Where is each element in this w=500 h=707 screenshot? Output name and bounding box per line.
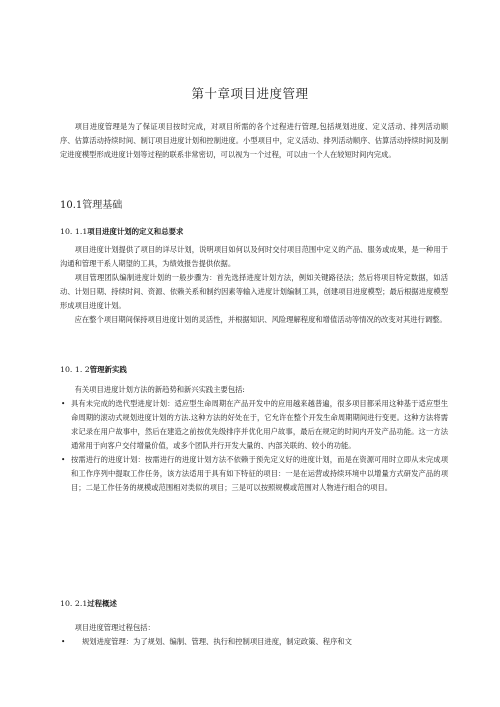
chapter-title: 第十章项目进度管理 (191, 86, 309, 101)
subsection-2-block (60, 364, 448, 495)
subsection-2-heading (60, 364, 448, 375)
subsection-1-number: 10. 1.1 (60, 227, 88, 236)
subsection-1-heading (60, 226, 448, 237)
section-2-block (60, 598, 448, 649)
subsection-1-block (60, 226, 448, 327)
list-item (60, 635, 448, 649)
paragraph: 项目进度计划提供了项目的详尽计划，说明项目如何以及何时交付项目范围中定义的产品、服务或成果，是一种用于沟通和管理干系人期望的工具，为绩效报告提供依据。 (60, 245, 448, 268)
bullet-icon: • (61, 399, 66, 408)
intro-paragraph: 项目进度管理是为了保证项目按时完成，对项目所需的各个过程进行管理,包括规划进度、定义活动、排列活动顺序、估算活动持续时间、制订项目进度计划和控制进度。小型项目中，定义活动、排列活动顺序、估算活动持续时间及制定进度模型形成进度计划等过程的联系非常密切，可以视为一个过程，可以由一个人在较短时间内完成。 (60, 122, 448, 159)
intro-block (60, 120, 448, 162)
list-item (60, 397, 448, 453)
subsection-3-heading (60, 598, 448, 609)
section-heading: 10.1管理基础 (60, 200, 123, 211)
list-item-text: 具有未完成的迭代型进度计划：适应型生命周期在产品开发中的应用越来越普遍，很多项目都采用这种基于适应型生命周期的滚动式规划进度计划的方法.这种方法的好处在于，它允许在整个开发生命周期期间进行变更。这种方法将需求记录在用户故事中，然后在建造之前按优先级排序并优化用户故事，最后在规定的时间内开发产品功能。这一方法通常用于向客户交付增量价值，或多个团队并行开发大量的、内部关联的、较小的功能。 (71, 399, 448, 450)
list-item (60, 453, 448, 495)
bullet-icon: • (61, 637, 66, 646)
subsection-2-number: 10. 1. 2 (60, 365, 90, 374)
subsection-2-label: 管理新实践 (89, 365, 127, 374)
list-item-text: 按需进行的进度计划：按需进行的进度计划方法不依赖于预先定义好的进度计划，而是在资源可用时立即从未完成项和工作序列中提取工作任务，该方法适用于具有如下特征的项目：一是在运营或持续环境中以增量方式研发产品的项目；二是工作任务的规模或范围相对类似的项目；三是可以按照规模或范围对人物进行组合的项目。 (71, 455, 448, 492)
section-heading-block (60, 196, 448, 211)
list-item-text: 规划进度管理：为了规划、编制、管理、执行和控制项目进度，制定政策、程序和文 (82, 637, 352, 646)
subsection-3-number: 10. 2.1 (60, 599, 88, 608)
subsection-3-label: 过程概述 (87, 599, 117, 608)
paragraph: 项目进度管理过程包括： (74, 623, 155, 632)
paragraph: 项目管理团队编制进度计划的一般步骤为：首先选择进度计划方法，例如关键路径法；然后将项目特定数据，如活动、计划日期、持续时间、资源、依赖关系和制约因素等输入进度计划编制工具，创建项目进度模型；最后根据进度模型形成项目进度计划。 (60, 273, 448, 310)
subsection-1-label: 项目进度计划的定义和总要求 (87, 227, 184, 236)
paragraph: 有关项目进度计划方法的新趋势和新兴实践主要包括: (74, 385, 245, 394)
bullet-icon: • (61, 455, 66, 464)
paragraph: 应在整个项目期间保持项目进度计划的灵活性，并根据知识、风险理解程度和增值活动等情况的改变对其进行调整。 (74, 315, 447, 324)
